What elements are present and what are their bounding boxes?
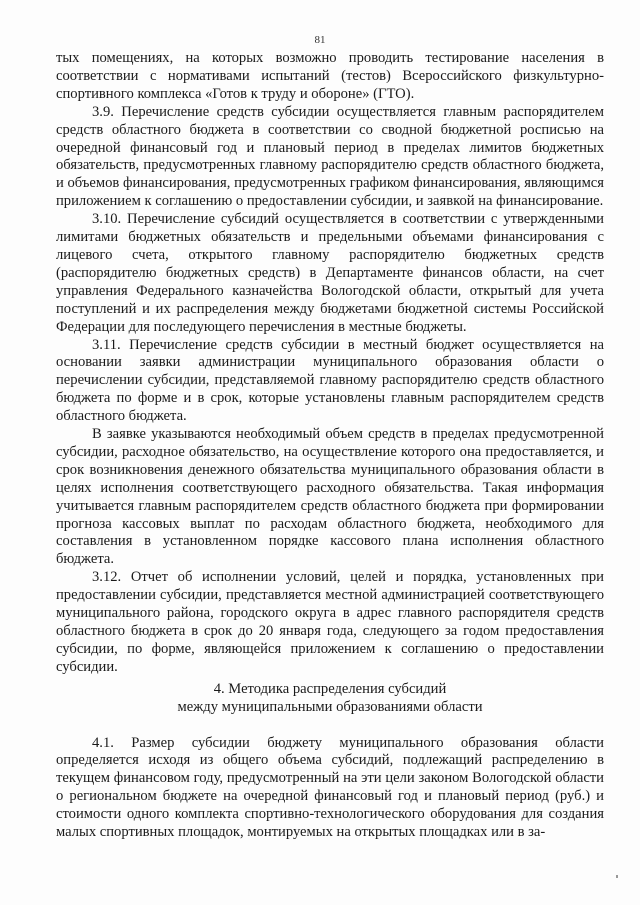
page-number: 81 <box>314 34 326 46</box>
paragraph-3-9: 3.9. Перечисление средств субсидии осуществляется главным распорядителем средств областного бюджета в соответствии со сводной бюджетной росписью на очередной финансовый год и плановый период в пределах лимитов бюджетных обязательств, предусмотренных главному распорядителю средств областного бюджета, и объемов финансирования, предусмотренных графиком финансирования, являющимся приложением к соглашению о предоставлении субсидии, и заявкой на финансирование. <box>56 103 604 210</box>
paragraph-4-1: 4.1. Размер субсидии бюджету муниципального образования области определяется исходя из общего объема субсидий, подлежащий распределению в текущем финансовом году, предусмотренный на эти цели законом Вологодской области о региональном бюджете на очередной финансовый год и плановый период (руб.) и стоимости одного комплекта спортивно-технологического оборудования для создания малых спортивных площадок, монтируемых на открытых площадках или в за- <box>56 734 604 841</box>
paragraph-3-11: 3.11. Перечисление средств субсидии в местный бюджет осуществляется на основании заявки администрации муниципального образования области о перечислении субсидии, представляемой главному распорядителю средств областного бюджета по форме и в срок, которые установлены главным распорядителем средств областного бюджета. <box>56 336 604 425</box>
paragraph-3-12: 3.12. Отчет об исполнении условий, целей и порядка, установленных при предоставлении субсидии, представляется местной администрацией соответствующего муниципального района, городского округа в адрес главного распорядителя средств областного бюджета в срок до 20 января года, следующего за годом предоставления субсидии, по форме, являющейся приложением к соглашению о предоставлении субсидии. <box>56 569 604 675</box>
scan-mark <box>616 875 618 878</box>
paragraph-3-10: 3.10. Перечисление субсидий осуществляется в соответствии с утвержденными лимитами бюджетных обязательств и предельными объемами финансирования с лицевого счета, открытого главному распорядителю бюджетных средств (распорядителю бюджетных средств) в Департаменте финансов области, на счет управления Федерального казначейства Вологодской области, открытый для учета поступлений и их распределения между бюджетами бюджетной системы Российской Федерации для последующего перечисления в местные бюджеты. <box>56 211 604 335</box>
paragraph-continuation: тых помещениях, на которых возможно проводить тестирование населения в соответствии с нормативами испытаний (тестов) Всероссийского физкультурно-спортивного комплекса «Готов к труду и обороне» (ГТО). <box>56 50 604 102</box>
document-body <box>56 50 604 842</box>
section-heading-line-2: между муниципальными образованиями области <box>177 698 483 715</box>
section-heading <box>56 681 604 717</box>
paragraph-request-details: В заявке указываются необходимый объем средств в пределах предусмотренной субсидии, расходное обязательство, на осуществление которого она предоставляется, и срок возникновения денежного обязательства муниципального образования области в целях исполнения соответствующего расходного обязательства. Такая информация учитывается главным распорядителем средств областного бюджета при формировании прогноза кассовых выплат по расходам областного бюджета, необходимого для составления в установленном порядке кассового плана исполнения областного бюджета. <box>56 426 604 568</box>
section-heading-line-1: 4. Методика распределения субсидий <box>213 680 447 697</box>
